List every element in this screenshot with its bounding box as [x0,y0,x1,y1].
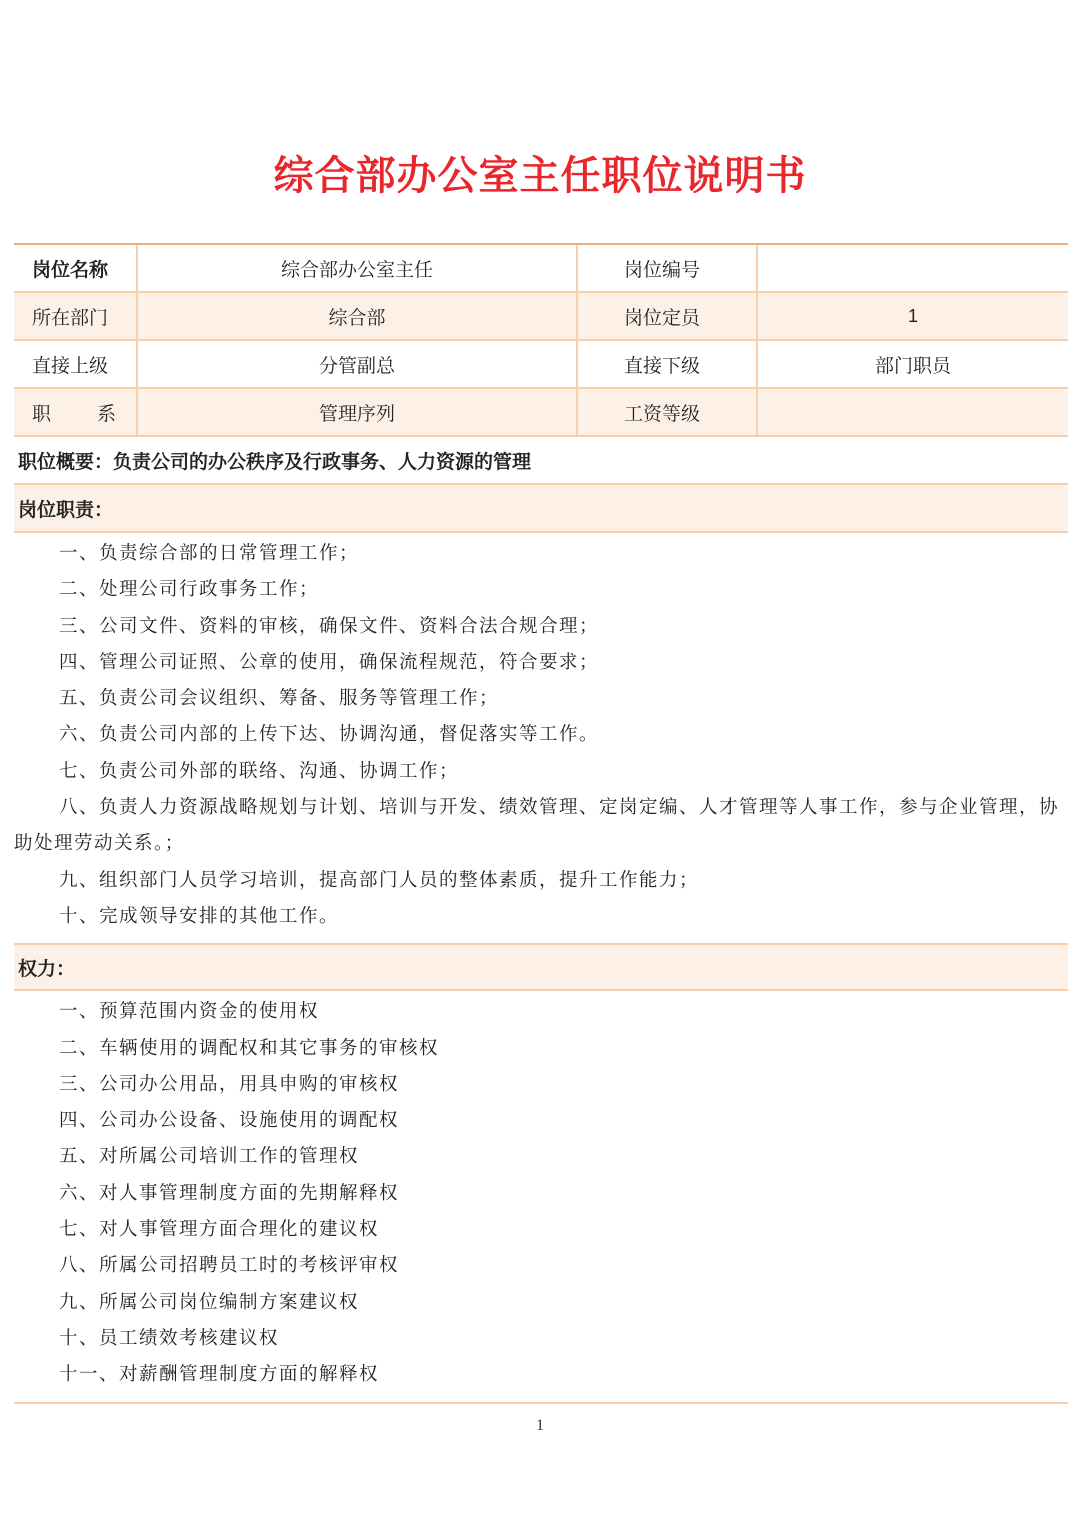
list-item: 二、处理公司行政事务工作； [59,579,320,601]
list-item: 六、负责公司内部的上传下达、协调沟通，督促落实等工作。 [59,724,600,746]
list-item: 五、负责公司会议组织、筹备、服务等管理工作； [59,688,500,710]
department-value: 综合部 [138,293,578,339]
job-series-label-char-1: 职 [32,402,52,425]
list-item: 四、管理公司证照、公章的使用，确保流程规范，符合要求； [59,651,600,673]
info-row-department [14,293,1068,341]
job-series-value: 管理序列 [138,389,578,435]
subordinate-label: 直接下级 [578,341,758,387]
supervisor-label: 直接上级 [14,341,138,387]
headcount-value: 1 [907,305,918,326]
position-summary: 职位概要：负责公司的办公秩序及行政事务、人力资源的管理 [14,437,1068,485]
list-item: 一、预算范围内资金的使用权 [59,1001,320,1023]
list-item: 五、对所属公司培训工作的管理权 [59,1146,360,1168]
duties-list [14,533,1068,943]
salary-grade-label: 工资等级 [578,389,758,435]
position-name-label: 岗位名称 [14,245,138,291]
list-item: 二、车辆使用的调配权和其它事务的审核权 [59,1037,440,1059]
job-series-label [14,389,138,435]
list-item: 八、所属公司招聘员工时的考核评审权 [59,1255,400,1277]
list-item: 九、组织部门人员学习培训，提高部门人员的整体素质，提升工作能力； [59,869,700,891]
position-name-value: 综合部办公室主任 [138,245,578,291]
list-item: 三、公司办公用品，用具申购的审核权 [59,1073,400,1095]
duties-heading: 岗位职责： [14,485,1068,533]
department-label: 所在部门 [14,293,138,339]
page-number: 1 [536,1417,544,1434]
job-description-table [14,243,1068,1404]
list-item: 七、对人事管理方面合理化的建议权 [59,1219,380,1241]
info-row-position [14,245,1068,293]
document-title: 综合部办公室主任职位说明书 [273,153,807,199]
position-code-label: 岗位编号 [578,245,758,291]
list-item: 一、负责综合部的日常管理工作； [59,543,360,564]
salary-grade-value [758,389,1068,435]
list-item: 十一、对薪酬管理制度方面的解释权 [59,1364,380,1386]
position-code-value [758,245,1068,291]
list-item: 九、所属公司岗位编制方案建议权 [59,1291,360,1313]
job-series-label-char-2: 系 [96,402,116,425]
subordinate-value: 部门职员 [874,354,951,377]
list-item: 八、负责人力资源战略规划与计划、培训与开发、绩效管理、定岗定编、人才管理等人事工作，参与企业管理，协助处理劳动关系。； [14,797,1060,855]
info-row-reporting [14,341,1068,389]
headcount-label: 岗位定员 [578,293,758,339]
list-item: 七、负责公司外部的联络、沟通、协调工作； [59,760,460,782]
powers-heading: 权力： [14,943,1068,991]
powers-list [14,991,1068,1401]
info-row-series [14,389,1068,437]
list-item: 三、公司文件、资料的审核，确保文件、资料合法合规合理； [59,615,600,637]
list-item: 六、对人事管理制度方面的先期解释权 [59,1182,400,1204]
supervisor-value: 分管副总 [138,341,578,387]
list-item: 十、完成领导安排的其他工作。 [59,905,340,927]
list-item: 十、员工绩效考核建议权 [59,1327,280,1349]
list-item: 四、公司办公设备、设施使用的调配权 [59,1110,400,1132]
